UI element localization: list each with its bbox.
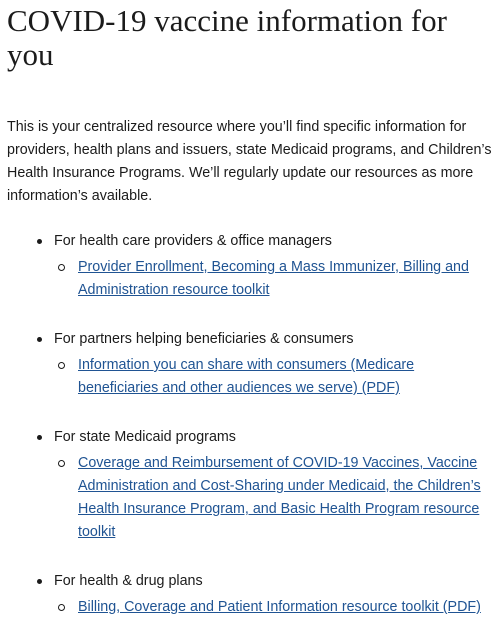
page-content — [7, 0, 493, 619]
list-item — [54, 256, 493, 302]
section-providers — [7, 230, 493, 302]
section-heading: For state Medicaid programs — [54, 429, 236, 445]
list-item — [54, 354, 493, 400]
section-heading: For partners helping beneficiaries & consumers — [54, 331, 354, 347]
consumer-info-pdf-link[interactable]: Information you can share with consumers (Medicare beneficiaries and other audiences we serve) (PDF) — [78, 357, 415, 396]
resource-link-list — [54, 452, 493, 544]
resource-link-list — [54, 354, 493, 400]
intro-paragraph: This is your centralized resource where you’ll find specific information for providers, health plans and issuers, state Medicaid programs, and Children’s Health Insurance Programs. We’ll regularly update our resources as more information’s available. — [7, 119, 492, 204]
provider-toolkit-link[interactable]: Provider Enrollment, Becoming a Mass Immunizer, Billing and Administration resource toolkit — [78, 259, 469, 298]
section-heading: For health care providers & office managers — [54, 233, 332, 249]
section-heading: For health & drug plans — [54, 573, 203, 589]
billing-toolkit-pdf-link[interactable]: Billing, Coverage and Patient Information resource toolkit (PDF) — [78, 599, 481, 615]
list-item — [54, 452, 493, 544]
resource-link-list — [54, 256, 493, 302]
list-item — [54, 596, 493, 619]
resource-link-list — [54, 596, 493, 619]
audience-list — [7, 230, 493, 619]
section-medicaid — [7, 426, 493, 544]
section-health-drug-plans — [7, 570, 493, 619]
medicaid-toolkit-link[interactable]: Coverage and Reimbursement of COVID-19 Vaccines, Vaccine Administration and Cost-Sharing under Medicaid, the Children’s Health Insurance Program, and Basic Health Program resource toolkit — [78, 455, 481, 540]
page-title: COVID-19 vaccine information for you — [7, 3, 447, 72]
section-partners — [7, 328, 493, 400]
